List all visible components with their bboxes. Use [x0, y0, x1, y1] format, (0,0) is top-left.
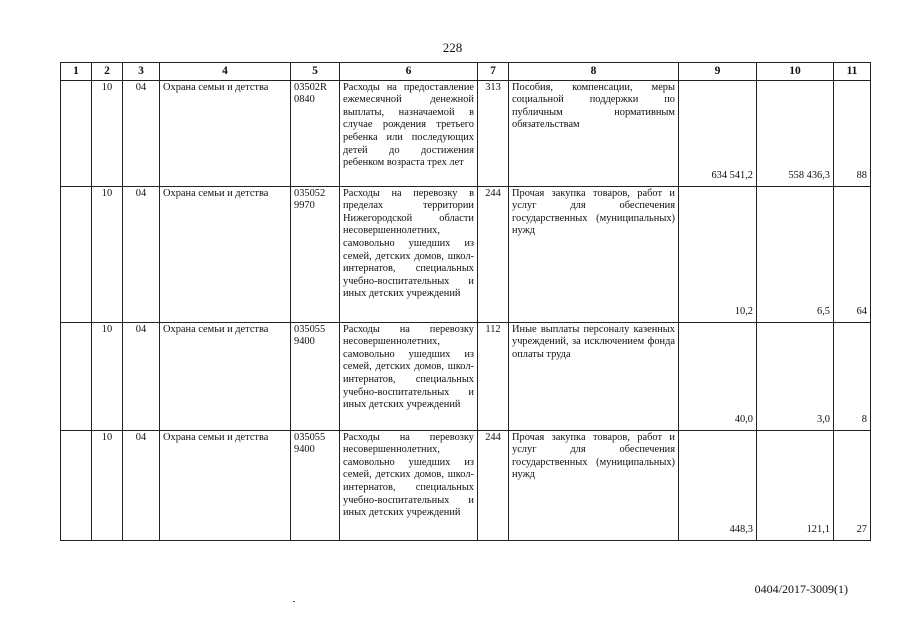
cell-subsection: 04 [123, 430, 160, 540]
cell-col1 [61, 186, 92, 322]
cell-expense-name: Расходы на предоставление ежемесячной денежной выплаты, назначаемой в случае рождения третьего ребенка или последующих детей до достижения ребенком возраста трех лет [340, 80, 478, 186]
cell-subsection: 04 [123, 186, 160, 322]
cell-amount-actual: 6,5 [757, 186, 834, 322]
cell-expense-type-name: Пособия, компенсации, меры социальной поддержки по публичным нормативным обязательствам [509, 80, 679, 186]
cell-section: 10 [92, 430, 123, 540]
cell-expense-name: Расходы на перевозку в пределах территории Нижегородской области несовершеннолетних, самовольно ушедших из семей, детских домов, школ-интернатов, специальных учебно-воспитательных и иных детских учреждений [340, 186, 478, 322]
cell-section-name: Охрана семьи и детства [160, 80, 291, 186]
cell-expense-type-name: Прочая закупка товаров, работ и услуг для обеспечения государственных (муниципальных) нужд [509, 430, 679, 540]
column-header-4: 4 [160, 63, 291, 81]
cell-percent: 88 [834, 80, 871, 186]
header-row [61, 63, 871, 81]
column-header-11: 11 [834, 63, 871, 81]
cell-expense-name: Расходы на перевозку несовершеннолетних, самовольно ушедших из семей, детских домов, школ-интернатов, специальных учебно-воспитательных и иных детских учреждений [340, 430, 478, 540]
table-row [61, 186, 871, 322]
column-header-2: 2 [92, 63, 123, 81]
column-header-3: 3 [123, 63, 160, 81]
cell-target-code: 035055 9400 [291, 322, 340, 430]
document-code: 0404/2017-3009(1) [754, 582, 848, 596]
scan-speck [293, 601, 295, 602]
table-row [61, 80, 871, 186]
column-header-5: 5 [291, 63, 340, 81]
cell-section-name: Охрана семьи и детства [160, 186, 291, 322]
column-header-7: 7 [478, 63, 509, 81]
cell-expense-type-name: Иные выплаты персоналу казенных учреждений, за исключением фонда оплаты труда [509, 322, 679, 430]
cell-section-name: Охрана семьи и детства [160, 322, 291, 430]
cell-section-name: Охрана семьи и детства [160, 430, 291, 540]
cell-amount-plan: 40,0 [679, 322, 757, 430]
cell-expense-type: 313 [478, 80, 509, 186]
table-row [61, 322, 871, 430]
page-number: 228 [442, 40, 463, 55]
cell-col1 [61, 430, 92, 540]
cell-col1 [61, 80, 92, 186]
column-header-6: 6 [340, 63, 478, 81]
budget-table [60, 62, 871, 541]
cell-amount-actual: 121,1 [757, 430, 834, 540]
column-header-10: 10 [757, 63, 834, 81]
cell-target-code: 03502R 0840 [291, 80, 340, 186]
cell-section: 10 [92, 186, 123, 322]
cell-amount-plan: 634 541,2 [679, 80, 757, 186]
cell-subsection: 04 [123, 322, 160, 430]
cell-percent: 27 [834, 430, 871, 540]
cell-expense-name: Расходы на перевозку несовершеннолетних, самовольно ушедших из семей, детских домов, школ-интернатов, специальных учебно-воспитательных и иных детских учреждений [340, 322, 478, 430]
cell-expense-type: 112 [478, 322, 509, 430]
cell-amount-actual: 3,0 [757, 322, 834, 430]
cell-amount-actual: 558 436,3 [757, 80, 834, 186]
column-header-9: 9 [679, 63, 757, 81]
cell-expense-type: 244 [478, 430, 509, 540]
cell-target-code: 035055 9400 [291, 430, 340, 540]
table-row [61, 430, 871, 540]
table-body [61, 80, 871, 540]
cell-percent: 8 [834, 322, 871, 430]
column-header-8: 8 [509, 63, 679, 81]
cell-target-code: 035052 9970 [291, 186, 340, 322]
cell-expense-type: 244 [478, 186, 509, 322]
cell-section: 10 [92, 80, 123, 186]
cell-amount-plan: 10,2 [679, 186, 757, 322]
cell-subsection: 04 [123, 80, 160, 186]
cell-section: 10 [92, 322, 123, 430]
cell-percent: 64 [834, 186, 871, 322]
column-header-1: 1 [61, 63, 92, 81]
cell-col1 [61, 322, 92, 430]
cell-expense-type-name: Прочая закупка товаров, работ и услуг для обеспечения государственных (муниципальных) нужд [509, 186, 679, 322]
cell-amount-plan: 448,3 [679, 430, 757, 540]
